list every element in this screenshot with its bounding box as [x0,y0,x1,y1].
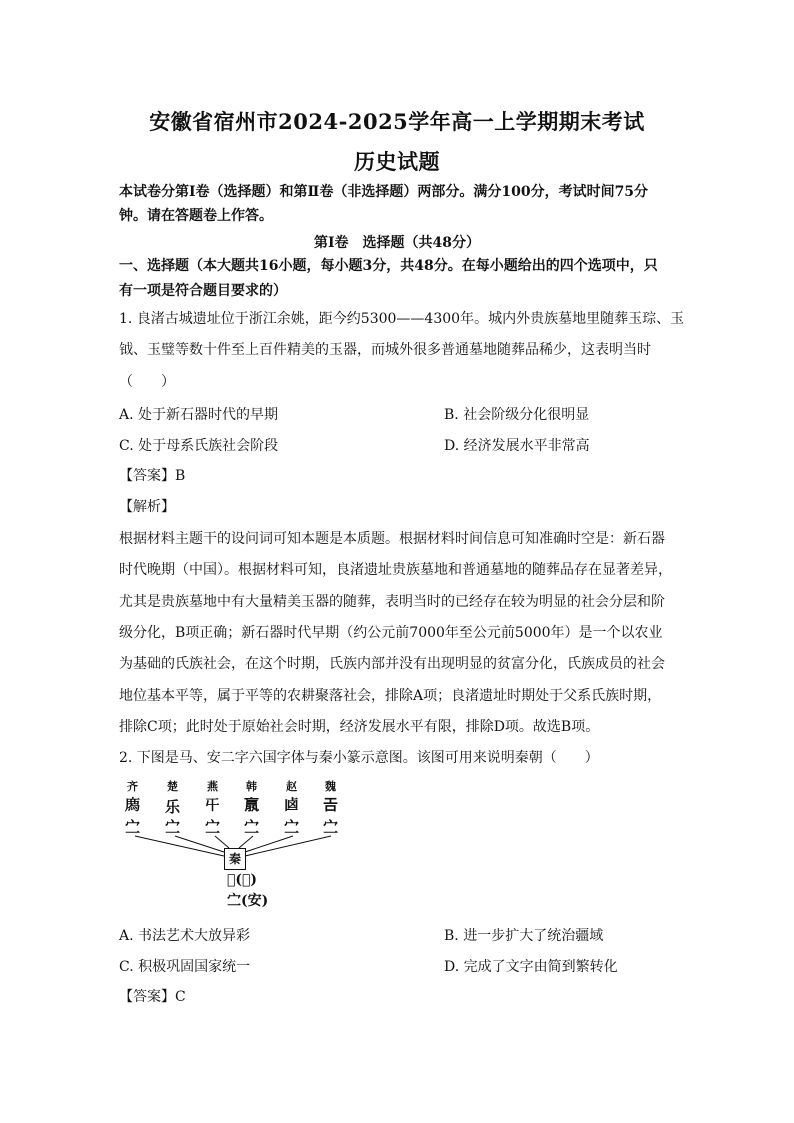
q1-stem-line-1: 1. 良渚古城遗址位于浙江余姚，距今约5300——4300年。城内外贵族墓地里随葬玉琮、玉 [119,311,685,327]
exam-subtitle: 历史试题 [354,149,440,174]
an-glyph-wei: 㝉 [323,818,339,836]
ma-glyph-yan: 𡕒 [205,796,221,814]
q1-analysis-line: 地位基本平等，属于平等的农耕聚落社会，排除A项；良渚遗址时期处于父系氏族时期， [119,688,662,704]
q1-option-b: B. 社会阶级分化很明显 [444,407,590,423]
q1-option-a: A. 处于新石器时代的早期 [119,407,279,423]
q1-answer: 【答案】B [119,468,186,484]
qin-box: 秦 [224,848,246,870]
an-glyph-yan: 㝉 [205,818,221,836]
q1-analysis-line: 时代晚期（中国）。根据材料可知，良渚遗址贵族墓地和普通墓地的随葬品存在显著差异， [119,562,672,578]
an-glyph-han: 㝉 [244,818,260,836]
intro-line-2: 钟。请在答题卷上作答。 [119,208,273,224]
q1-analysis-line: 排除C项；此时处于原始社会时期，经济发展水平有限，排除D项。故选B项。 [119,719,600,735]
q1-stem-line-2: 钺、玉璧等数十件至上百件精美的玉器，而城外很多普通墓地随葬品稀少，这表明当时 [119,342,651,358]
state-label-yan: 燕 [207,780,218,793]
ma-glyph-wei: 𢀛 [323,796,339,814]
script-diagram [119,778,359,908]
qin-an-seal: 㝉(安) [227,893,269,909]
q1-option-d: D. 经济发展水平非常高 [444,438,590,454]
state-label-chu: 楚 [167,780,178,793]
instructions-line-2: 有一项是符合题目要求的） [119,283,287,299]
q1-analysis-line: 为基础的氏族社会，在这个时期，氏族内部并没有出现明显的贫富分化，氏族成员的社会 [119,656,665,672]
an-glyph-qi: 㝉 [125,818,141,836]
q1-analysis-label: 【解析】 [119,499,175,515]
qin-ma-seal: 𢒎(马) [227,872,258,888]
q2-answer: 【答案】C [119,989,186,1005]
intro-line-1: 本试卷分第Ⅰ卷（选择题）和第Ⅱ卷（非选择题）两部分。满分100分，考试时间75分 [119,184,649,200]
q1-option-c: C. 处于母系氏族社会阶段 [119,438,279,454]
q2-option-b: B. 进一步扩大了统治疆域 [444,928,604,944]
q1-analysis-line: 级分化，B项正确；新石器时代早期（约公元前7000年至公元前5000年）是一个以农业 [119,625,663,641]
q1-stem-line-3: （ ） [119,374,175,390]
an-glyph-chu: 㝉 [165,818,181,836]
state-label-zhao: 赵 [286,780,297,793]
state-label-qi: 齐 [127,780,138,793]
state-label-han: 韩 [246,780,257,793]
ma-glyph-han: 𣎆 [244,796,260,814]
ma-glyph-qi: 𢊁 [125,796,141,814]
an-glyph-zhao: 㝉 [284,818,300,836]
section-title: 第Ⅰ卷 选择题（共48分） [313,235,481,251]
ma-glyph-zhao: 𠧟 [284,796,300,814]
state-label-wei: 魏 [325,780,336,793]
q2-option-a: A. 书法艺术大放异彩 [119,928,251,944]
q1-analysis-line: 根据材料主题干的设问词可知本题是本质题。根据材料时间信息可知准确时空是：新石器 [119,531,665,547]
q2-option-d: D. 完成了文字由简到繁转化 [444,959,618,975]
instructions-line-1: 一、选择题（本大题共16小题，每小题3分，共48分。在每小题给出的四个选项中，只 [119,258,658,274]
q2-stem: 2. 下图是马、安二字六国字体与秦小篆示意图。该图可用来说明秦朝（ ） [119,750,599,766]
exam-title: 安徽省宿州市2024-2025学年高一上学期期末考试 [149,109,645,134]
ma-glyph-chu: 乐 [165,798,181,816]
q2-option-c: C. 积极巩固国家统一 [119,959,251,975]
q1-analysis-line: 尤其是贵族墓地中有大量精美玉器的随葬，表明当时的已经存在较为明显的社会分层和阶 [119,594,665,610]
